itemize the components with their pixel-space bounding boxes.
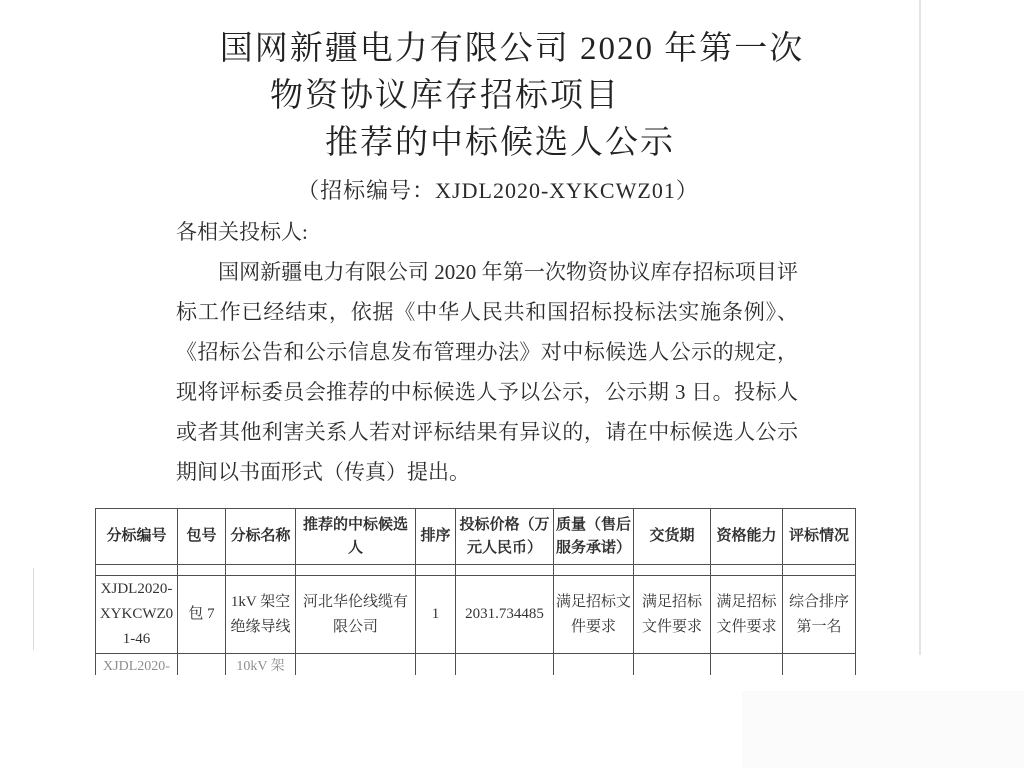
clipped-cell: [296, 654, 416, 676]
cell-rank: 1: [416, 576, 456, 654]
scan-artifact-line: [33, 568, 34, 650]
clipped-table-row: [96, 654, 856, 676]
table-row: [96, 576, 856, 654]
table-header-row: [96, 509, 856, 565]
clipped-cell: [711, 654, 783, 676]
clipped-cell: [783, 654, 856, 676]
column-header-candidate: 推荐的中标候选人: [296, 509, 416, 565]
cell-bid-price: 2031.734485: [456, 576, 554, 654]
spacer-cell: [296, 565, 416, 576]
spacer-cell: [96, 565, 178, 576]
cell-quality: 满足招标文件要求: [554, 576, 634, 654]
column-header-evaluation: 评标情况: [783, 509, 856, 565]
spacer-cell: [554, 565, 634, 576]
cell-qualification: 满足招标文件要求: [711, 576, 783, 654]
cell-package-no: 包 7: [178, 576, 226, 654]
spacer-cell: [416, 565, 456, 576]
column-header-quality: 质量（售后服务承诺）: [554, 509, 634, 565]
spacer-cell: [783, 565, 856, 576]
title-line-2: 物资协议库存招标项目: [270, 78, 620, 114]
column-header-qualification: 资格能力: [711, 509, 783, 565]
scan-corner-shade: [742, 691, 1024, 768]
title-line-3: 推荐的中标候选人公示: [325, 125, 675, 161]
clipped-cell: [178, 654, 226, 676]
body-paragraph: 国网新疆电力有限公司 2020 年第一次物资协议库存招标项目评标工作已经结束，依据《中华人民共和国招标投标法实施条例》、《招标公告和公示信息发布管理办法》对中标候选人公示的规定，现将评标委员会推荐的中标候选人予以公示，公示期 3 日。投标人或者其他利害关系人若对评标结果有异议的，请在中标候选人公示期间以书面形式（传真）提出。: [176, 260, 798, 484]
column-header-bid-price: 投标价格（万元人民币）: [456, 509, 554, 565]
clipped-cell-subdivision-name: 10kV 架: [226, 654, 296, 676]
clipped-cell-subdivision-no: XJDL2020-: [96, 654, 178, 676]
title-line-1: 国网新疆电力有限公司 2020 年第一次: [219, 31, 805, 67]
clipped-cell: [634, 654, 711, 676]
document-header: [0, 26, 1024, 205]
column-header-subdivision-name: 分标名称: [226, 509, 296, 565]
cell-candidate: 河北华伦线缆有限公司: [296, 576, 416, 654]
spacer-cell: [226, 565, 296, 576]
column-header-package-no: 包号: [178, 509, 226, 565]
scan-page-edge-line: [919, 0, 921, 655]
spacer-cell: [711, 565, 783, 576]
cell-subdivision-no: XJDL2020-XYKCWZ01-46: [96, 576, 178, 654]
spacer-cell: [178, 565, 226, 576]
spacer-cell: [456, 565, 554, 576]
cell-delivery: 满足招标文件要求: [634, 576, 711, 654]
salutation: 各相关投标人:: [176, 220, 308, 244]
bid-number: （招标编号：XJDL2020-XYKCWZ01）: [297, 178, 699, 203]
column-header-rank: 排序: [416, 509, 456, 565]
cell-subdivision-name: 1kV 架空绝缘导线: [226, 576, 296, 654]
column-header-subdivision-no: 分标编号: [96, 509, 178, 565]
spacer-cell: [634, 565, 711, 576]
table-spacer-row: [96, 565, 856, 576]
clipped-cell: [456, 654, 554, 676]
cell-evaluation: 综合排序第一名: [783, 576, 856, 654]
clipped-cell: [554, 654, 634, 676]
candidates-table: [95, 508, 856, 675]
column-header-delivery: 交货期: [634, 509, 711, 565]
clipped-cell: [416, 654, 456, 676]
